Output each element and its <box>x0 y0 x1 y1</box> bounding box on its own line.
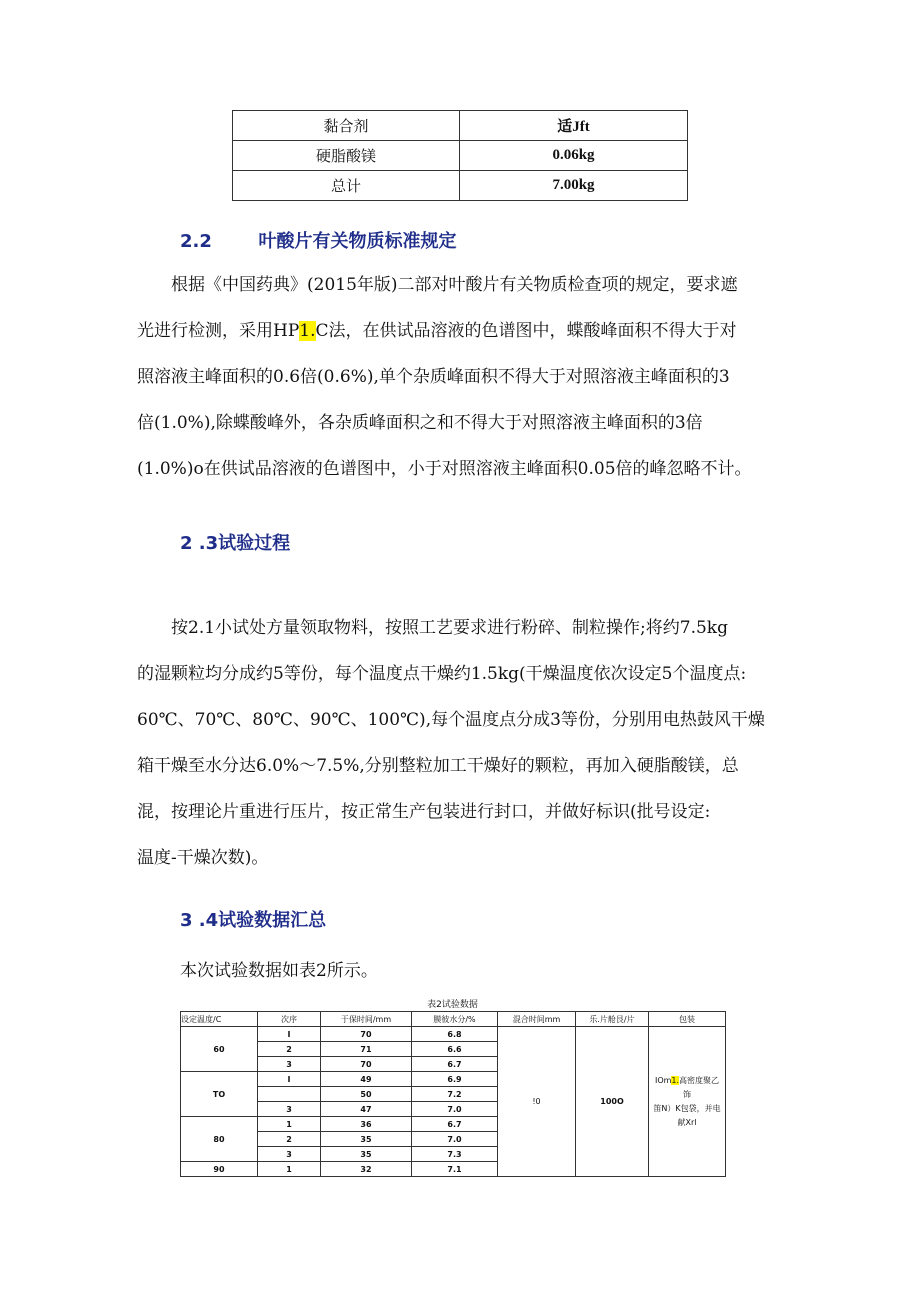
time-cell: 36 <box>321 1117 412 1132</box>
paragraph-line: 的湿颗粒均分成约5等份，每个温度点干燥约1.5kg(干燥温度依次设定5个温度点: <box>137 664 747 684</box>
test-data-table <box>180 1011 726 1177</box>
order-cell: 1 <box>258 1162 321 1177</box>
formula-table <box>232 110 688 201</box>
moisture-cell: 6.7 <box>412 1117 498 1132</box>
order-cell: 3 <box>258 1102 321 1117</box>
order-cell: 2 <box>258 1042 321 1057</box>
time-cell: 50 <box>321 1087 412 1102</box>
temp-cell: 90 <box>181 1162 258 1177</box>
moisture-cell: 6.8 <box>412 1027 498 1042</box>
ingredient-amount: 适Jft <box>460 111 688 141</box>
col-header-temp: 设定温度/C <box>181 1012 258 1027</box>
paragraph-line: 箱干燥至水分达6.0%～7.5%,分别整粒加工干燥好的颗粒，再加入硬脂酸镁，总 <box>137 756 739 776</box>
paragraph-line: (1.0%)o在供试品溶液的色谱图中，小于对照溶液主峰面积0.05倍的峰忽略不计。 <box>137 459 752 479</box>
col-header-time: 于保时间/mm <box>321 1012 412 1027</box>
moisture-cell: 7.1 <box>412 1162 498 1177</box>
col-header-packaging: 包装 <box>649 1012 726 1027</box>
time-cell: 49 <box>321 1072 412 1087</box>
paragraph-line: 倍(1.0%),除蝶酸峰外，各杂质峰面积之和不得大于对照溶液主峰面积的3倍 <box>137 413 703 433</box>
section-number: 3 .4 <box>180 910 219 931</box>
col-header-tablet-count: 乐.片舱艮/片 <box>576 1012 649 1027</box>
paragraph-line: 光进行检测，采用HP1.C法，在供试品溶液的色谱图中，蝶酸峰面积不得大于对 <box>137 321 737 341</box>
paragraph-line: 60℃、70℃、80℃、90℃、100℃),每个温度点分成3等份，分别用电热鼓风干燥 <box>137 710 765 730</box>
moisture-cell: 7.0 <box>412 1102 498 1117</box>
col-header-order: 次序 <box>258 1012 321 1027</box>
time-cell: 70 <box>321 1057 412 1072</box>
table-row <box>233 111 688 141</box>
section-title: 叶酸片有关物质标准规定 <box>258 231 457 252</box>
tablet-count-cell: 100O <box>576 1027 649 1177</box>
time-cell: 35 <box>321 1132 412 1147</box>
section-title: 试验数据汇总 <box>218 910 327 931</box>
order-cell: I <box>258 1072 321 1087</box>
table-caption: 表2试验数据 <box>427 1000 478 1010</box>
moisture-cell: 6.7 <box>412 1057 498 1072</box>
ingredient-amount: 7.00kg <box>460 171 688 201</box>
moisture-cell: 7.3 <box>412 1147 498 1162</box>
section-2-3-heading <box>180 529 290 555</box>
section-2-2-body <box>137 262 797 492</box>
col-header-mix-time: 混合时间mm <box>498 1012 576 1027</box>
table-row <box>233 171 688 201</box>
section-number: 2 .3 <box>180 533 219 554</box>
order-cell: 3 <box>258 1147 321 1162</box>
time-cell: 70 <box>321 1027 412 1042</box>
ingredient-amount: 0.06kg <box>460 141 688 171</box>
highlight: 1. <box>299 321 316 341</box>
table-header-row <box>181 1012 726 1027</box>
paragraph-line: 按2.1小试处方量领取物料，按照工艺要求进行粉碎、制粒操作;将约7.5kg <box>171 618 728 638</box>
section-number: 2.2 <box>180 231 212 252</box>
table-intro: 本次试验数据如表2所示。 <box>180 961 378 981</box>
temp-cell: 60 <box>181 1027 258 1072</box>
table-row <box>181 1027 726 1042</box>
paragraph-line: 温度-干燥次数)。 <box>137 848 269 868</box>
order-cell: 3 <box>258 1057 321 1072</box>
moisture-cell: 6.6 <box>412 1042 498 1057</box>
section-3-4-heading <box>180 906 326 932</box>
mix-time-cell: !0 <box>498 1027 576 1177</box>
paragraph-line: 照溶液主峰面积的0.6倍(0.6%),单个杂质峰面积不得大于对照溶液主峰面积的3 <box>137 367 730 387</box>
order-cell: 2 <box>258 1132 321 1147</box>
temp-cell: 80 <box>181 1117 258 1162</box>
col-header-moisture: 膜彼水分/% <box>412 1012 498 1027</box>
section-2-2-heading <box>180 227 456 253</box>
moisture-cell: 7.0 <box>412 1132 498 1147</box>
time-cell: 35 <box>321 1147 412 1162</box>
time-cell: 32 <box>321 1162 412 1177</box>
ingredient-name: 总计 <box>233 171 460 201</box>
table-row <box>233 141 688 171</box>
temp-cell: TO <box>181 1072 258 1117</box>
moisture-cell: 7.2 <box>412 1087 498 1102</box>
time-cell: 71 <box>321 1042 412 1057</box>
ingredient-name: 黏合剂 <box>233 111 460 141</box>
packaging-cell: IOm1.高密度聚乙饰 笛N）K包袋，并电 献Xrl <box>649 1027 726 1177</box>
paragraph-line: 混，按理论片重进行压片，按正常生产包装进行封口，并做好标识(批号设定: <box>137 802 711 822</box>
order-cell <box>258 1087 321 1102</box>
moisture-cell: 6.9 <box>412 1072 498 1087</box>
paragraph-line: 根据《中国药典》(2015年版)二部对叶酸片有关物质检查项的规定，要求遮 <box>171 275 738 295</box>
section-2-3-body <box>137 605 797 881</box>
time-cell: 47 <box>321 1102 412 1117</box>
order-cell: I <box>258 1027 321 1042</box>
ingredient-name: 硬脂酸镁 <box>233 141 460 171</box>
order-cell: 1 <box>258 1117 321 1132</box>
section-title: 试验过程 <box>218 533 291 554</box>
highlight: 1. <box>671 1075 680 1085</box>
